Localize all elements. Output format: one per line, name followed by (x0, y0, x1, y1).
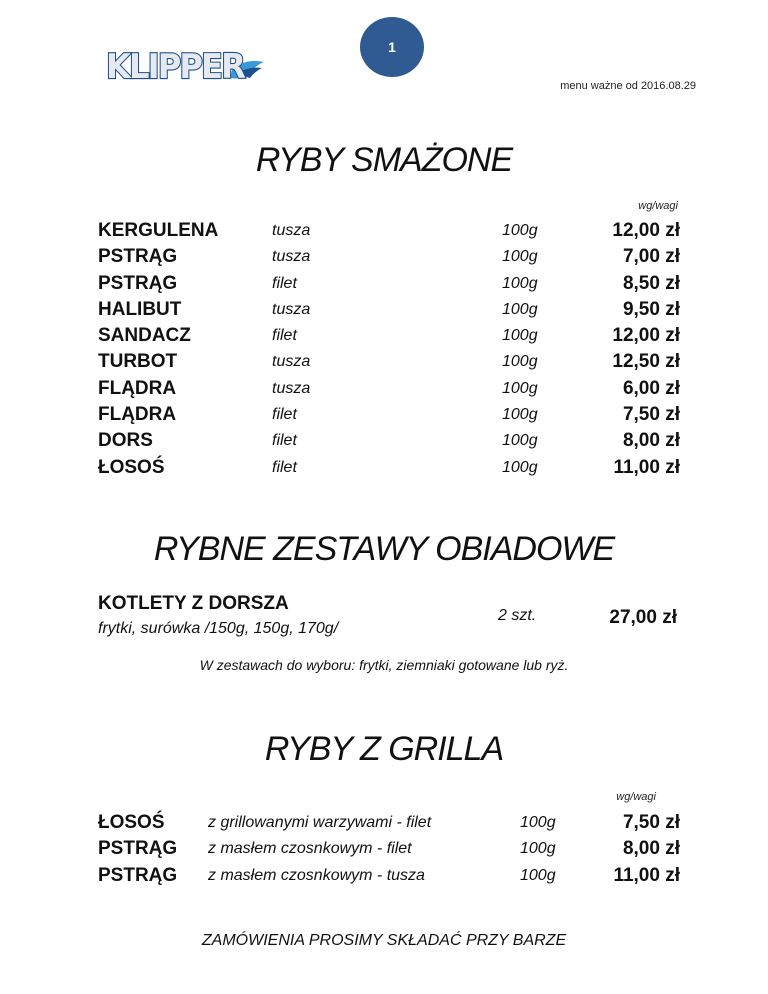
fried-fish-item-price: 12,00 zł (612, 325, 680, 347)
fried-fish-row (98, 455, 680, 481)
fried-fish-item-name: KERGULENA (98, 220, 219, 241)
fried-fish-item-quantity: 100g (502, 222, 538, 239)
order-at-bar-note: ZAMÓWIENIA PROSIMY SKŁADAĆ PRZY BARZE (201, 932, 567, 949)
grilled-fish-item-description: z masłem czosnkowym - tusza (208, 866, 425, 884)
grilled-fish-table (98, 810, 680, 889)
fried-fish-item-price: 12,50 zł (612, 351, 680, 373)
fried-fish-item-name: DORS (98, 430, 153, 452)
fried-fish-item-price: 12,00 zł (612, 220, 680, 241)
fried-fish-item-price: 8,00 zł (622, 430, 680, 452)
fried-fish-item-description: tusza (272, 300, 311, 318)
fried-fish-item-name: SANDACZ (98, 325, 191, 347)
fried-fish-item-price: 6,00 zł (622, 377, 680, 399)
unit-note-grilled: wg/wagi (616, 791, 656, 803)
fried-fish-item-name: FLĄDRA (98, 404, 177, 426)
grilled-fish-item-quantity: 100g (520, 814, 556, 831)
fried-fish-row (98, 271, 680, 297)
fried-fish-item-quantity: 100g (502, 432, 538, 450)
fried-fish-item-description: tusza (272, 222, 311, 239)
fried-fish-row (98, 297, 680, 323)
grilled-fish-item-name: PSTRĄG (98, 838, 178, 860)
fried-fish-item-description: filet (272, 327, 297, 345)
grilled-fish-item-name: PSTRĄG (98, 864, 178, 886)
fried-fish-item-name: HALIBUT (98, 298, 182, 320)
unit-note-fried: wg/wagi (638, 200, 678, 212)
fried-fish-item-quantity: 100g (502, 458, 538, 476)
grilled-fish-item-price: 11,00 zł (613, 864, 680, 886)
set-item-name: KOTLETY Z DORSZA (98, 593, 289, 614)
fried-fish-row (98, 402, 680, 428)
fried-fish-item-name: PSTRĄG (98, 246, 178, 268)
fried-fish-item-quantity: 100g (502, 353, 538, 371)
fried-fish-item-description: tusza (272, 248, 311, 266)
fried-fish-item-name: PSTRĄG (98, 272, 178, 294)
grilled-fish-row (98, 863, 680, 889)
section-title-fried-fish: RYBY SMAŻONE (255, 141, 513, 179)
fried-fish-item-quantity: 100g (502, 300, 538, 318)
fried-fish-item-price: 8,50 zł (622, 272, 680, 294)
fried-fish-item-quantity: 100g (502, 406, 538, 424)
menu-validity: menu ważne od 2016.08.29 (560, 80, 696, 92)
fried-fish-item-description: filet (272, 432, 297, 450)
set-item-description: frytki, surówka /150g, 150g, 170g/ (98, 620, 339, 637)
logo-text: KLIPPER (106, 47, 246, 86)
klipper-logo (104, 40, 266, 86)
fried-fish-item-quantity: 100g (502, 379, 538, 397)
fried-fish-item-description: filet (272, 406, 297, 424)
fried-fish-item-price: 7,00 zł (622, 246, 680, 268)
fried-fish-item-description: tusza (272, 379, 311, 397)
section-title-fish-sets: RYBNE ZESTAWY OBIADOWE (153, 530, 615, 568)
page-number: 1 (388, 39, 396, 55)
fried-fish-row (98, 323, 680, 349)
fried-fish-item-description: filet (272, 458, 297, 476)
grilled-fish-item-price: 7,50 zł (622, 812, 680, 833)
fried-fish-item-quantity: 100g (502, 327, 538, 345)
fried-fish-row (98, 244, 680, 270)
sets-note: W zestawach do wyboru: frytki, ziemniaki gotowane lub ryż. (199, 657, 569, 673)
grilled-fish-row (98, 836, 680, 862)
section-title-grilled-fish: RYBY Z GRILLA (264, 730, 504, 768)
grilled-fish-item-description: z masłem czosnkowym - filet (208, 840, 412, 858)
page-number-badge (360, 17, 424, 77)
set-item-price: 27,00 zł (609, 607, 677, 628)
fried-fish-item-description: filet (272, 274, 297, 292)
set-item-quantity: 2 szt. (498, 607, 537, 624)
grilled-fish-item-quantity: 100g (520, 866, 556, 884)
fried-fish-item-name: ŁOSOŚ (98, 456, 165, 478)
fried-fish-item-description: tusza (272, 353, 311, 371)
grilled-fish-row (98, 810, 680, 836)
fried-fish-row (98, 349, 680, 375)
fried-fish-item-name: FLĄDRA (98, 377, 177, 399)
fried-fish-item-price: 11,00 zł (613, 456, 680, 478)
grilled-fish-item-name: ŁOSOŚ (98, 812, 165, 833)
grilled-fish-item-description: z grillowanymi warzywami - filet (208, 814, 432, 831)
fried-fish-row (98, 428, 680, 454)
grilled-fish-item-price: 8,00 zł (622, 838, 680, 860)
logo-graphic (104, 40, 266, 86)
fried-fish-item-price: 9,50 zł (622, 298, 680, 320)
fried-fish-row (98, 376, 680, 402)
fried-fish-item-quantity: 100g (502, 274, 538, 292)
fried-fish-item-quantity: 100g (502, 248, 538, 266)
fried-fish-table (98, 218, 680, 481)
grilled-fish-item-quantity: 100g (520, 840, 556, 858)
fried-fish-item-price: 7,50 zł (622, 404, 680, 426)
fried-fish-item-name: TURBOT (98, 351, 178, 373)
fried-fish-row (98, 218, 680, 244)
